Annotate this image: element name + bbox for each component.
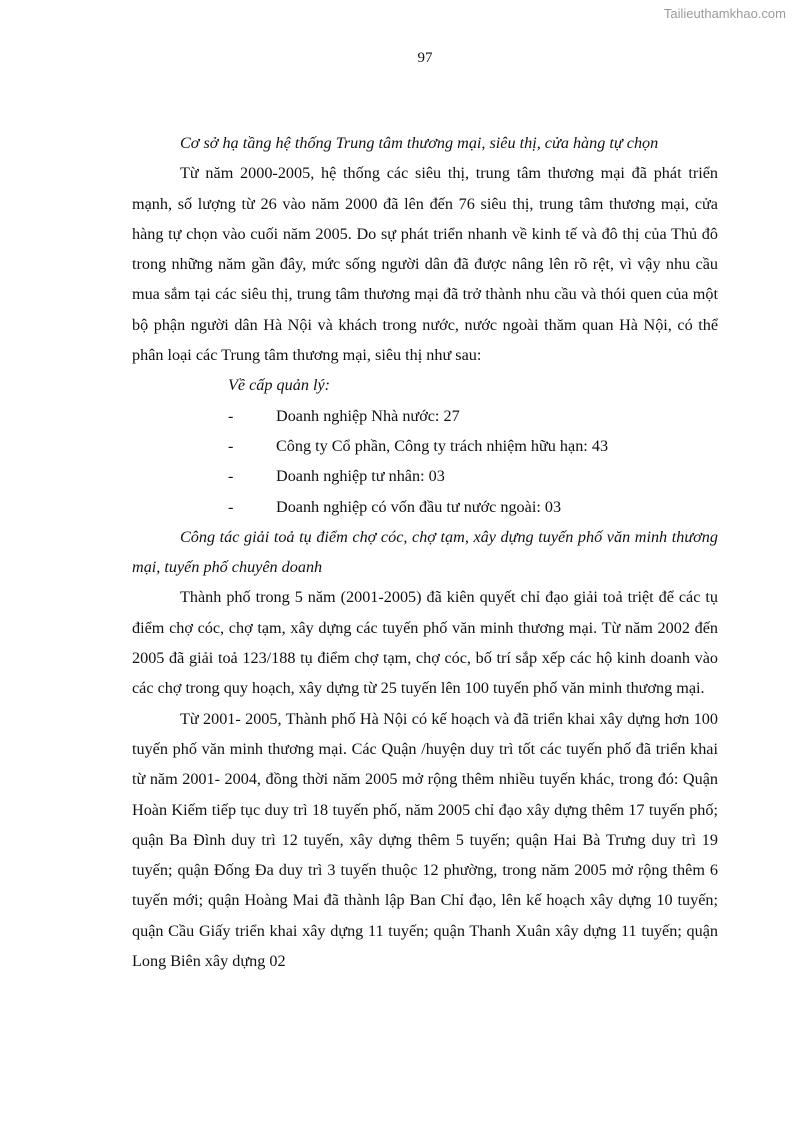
sub-heading-management-level: Về cấp quản lý: xyxy=(228,376,331,395)
page-number: 97 xyxy=(417,50,433,66)
list-item xyxy=(132,431,718,461)
watermark: Tailieuthamkhao.com xyxy=(663,6,786,21)
list-item xyxy=(132,461,718,491)
list-item-text: Doanh nghiệp tư nhân: 03 xyxy=(276,467,445,486)
paragraph-clearance-results: Thành phố trong 5 năm (2001-2005) đã kiên quyết chỉ đạo giải toả triệt để các tụ điểm chợ cóc, chợ tạm, xây dựng các tuyến phố văn minh thương mại. Từ năm 2002 đến 2005 đã giải toả 123/188 tụ điểm chợ tạm, chợ cóc, bố trí sắp xếp các hộ kinh doanh vào các chợ trong quy hoạch, xây dựng từ 25 tuyến lên 100 tuyến phố văn minh thương mại. xyxy=(132,588,718,698)
section-heading-market-clearance: Công tác giải toả tụ điểm chợ cóc, chợ tạm, xây dựng tuyến phố văn minh thương mại, tuyến phố chuyên doanh xyxy=(132,527,718,577)
list-item-text: Công ty Cổ phần, Công ty trách nhiệm hữu hạn: 43 xyxy=(276,436,609,455)
paragraph-district-streets: Từ 2001- 2005, Thành phố Hà Nội có kế hoạch và đã triển khai xây dựng hơn 100 tuyến phố văn minh thương mại. Các Quận /huyện duy trì tốt các tuyến phố đã triển khai từ năm 2001- 2004, đồng thời năm 2005 mở rộng thêm nhiều tuyến khác, trong đó: Quận Hoàn Kiếm tiếp tục duy trì 18 tuyến phố, năm 2005 chỉ đạo xây dựng thêm 17 tuyến phố; quận Ba Đình duy trì 12 tuyến, xây dựng thêm 5 tuyến; quận Hai Bà Trưng duy trì 19 tuyến; quận Đống Đa duy trì 3 tuyến thuộc 12 phường, trong năm 2005 mở rộng thêm 6 tuyến mới; quận Hoàng Mai đã thành lập Ban Chỉ đạo, lên kế hoạch xây dựng 10 tuyến; quận Cầu Giấy triển khai xây dựng 11 tuyến; quận Thanh Xuân xây dựng 11 tuyến; quận Long Biên xây dựng 02 xyxy=(132,709,718,971)
list-dash: - xyxy=(228,467,234,486)
list-item-text: Doanh nghiệp Nhà nước: 27 xyxy=(276,406,460,425)
paragraph-supermarket-growth: Từ năm 2000-2005, hệ thống các siêu thị, trung tâm thương mại đã phát triển mạnh, số lượng từ 26 vào năm 2000 đã lên đến 76 siêu thị, trung tâm thương mại, cửa hàng tự chọn vào cuối năm 2005. Do sự phát triển nhanh về kinh tế và đô thị của Thủ đô trong những năm gần đây, mức sống người dân đã được nâng lên rõ rệt, vì vậy nhu cầu mua sắm tại các siêu thị, trung tâm thương mại đã trở thành nhu cầu và thói quen của một bộ phận người dân Hà Nội và khách trong nước, nước ngoài thăm quan Hà Nội, có thể phân loại các Trung tâm thương mại, siêu thị như sau: xyxy=(132,164,718,365)
list-item-text: Doanh nghiệp có vốn đầu tư nước ngoài: 03 xyxy=(276,497,562,516)
section-heading-infrastructure: Cơ sở hạ tầng hệ thống Trung tâm thương mại, siêu thị, cửa hàng tự chọn xyxy=(180,134,659,152)
list-dash: - xyxy=(228,436,234,455)
list-dash: - xyxy=(228,497,234,516)
list-dash: - xyxy=(228,406,234,425)
list-item xyxy=(132,401,718,431)
document-body xyxy=(132,128,718,976)
list-item xyxy=(132,492,718,522)
management-level-list xyxy=(132,401,718,522)
